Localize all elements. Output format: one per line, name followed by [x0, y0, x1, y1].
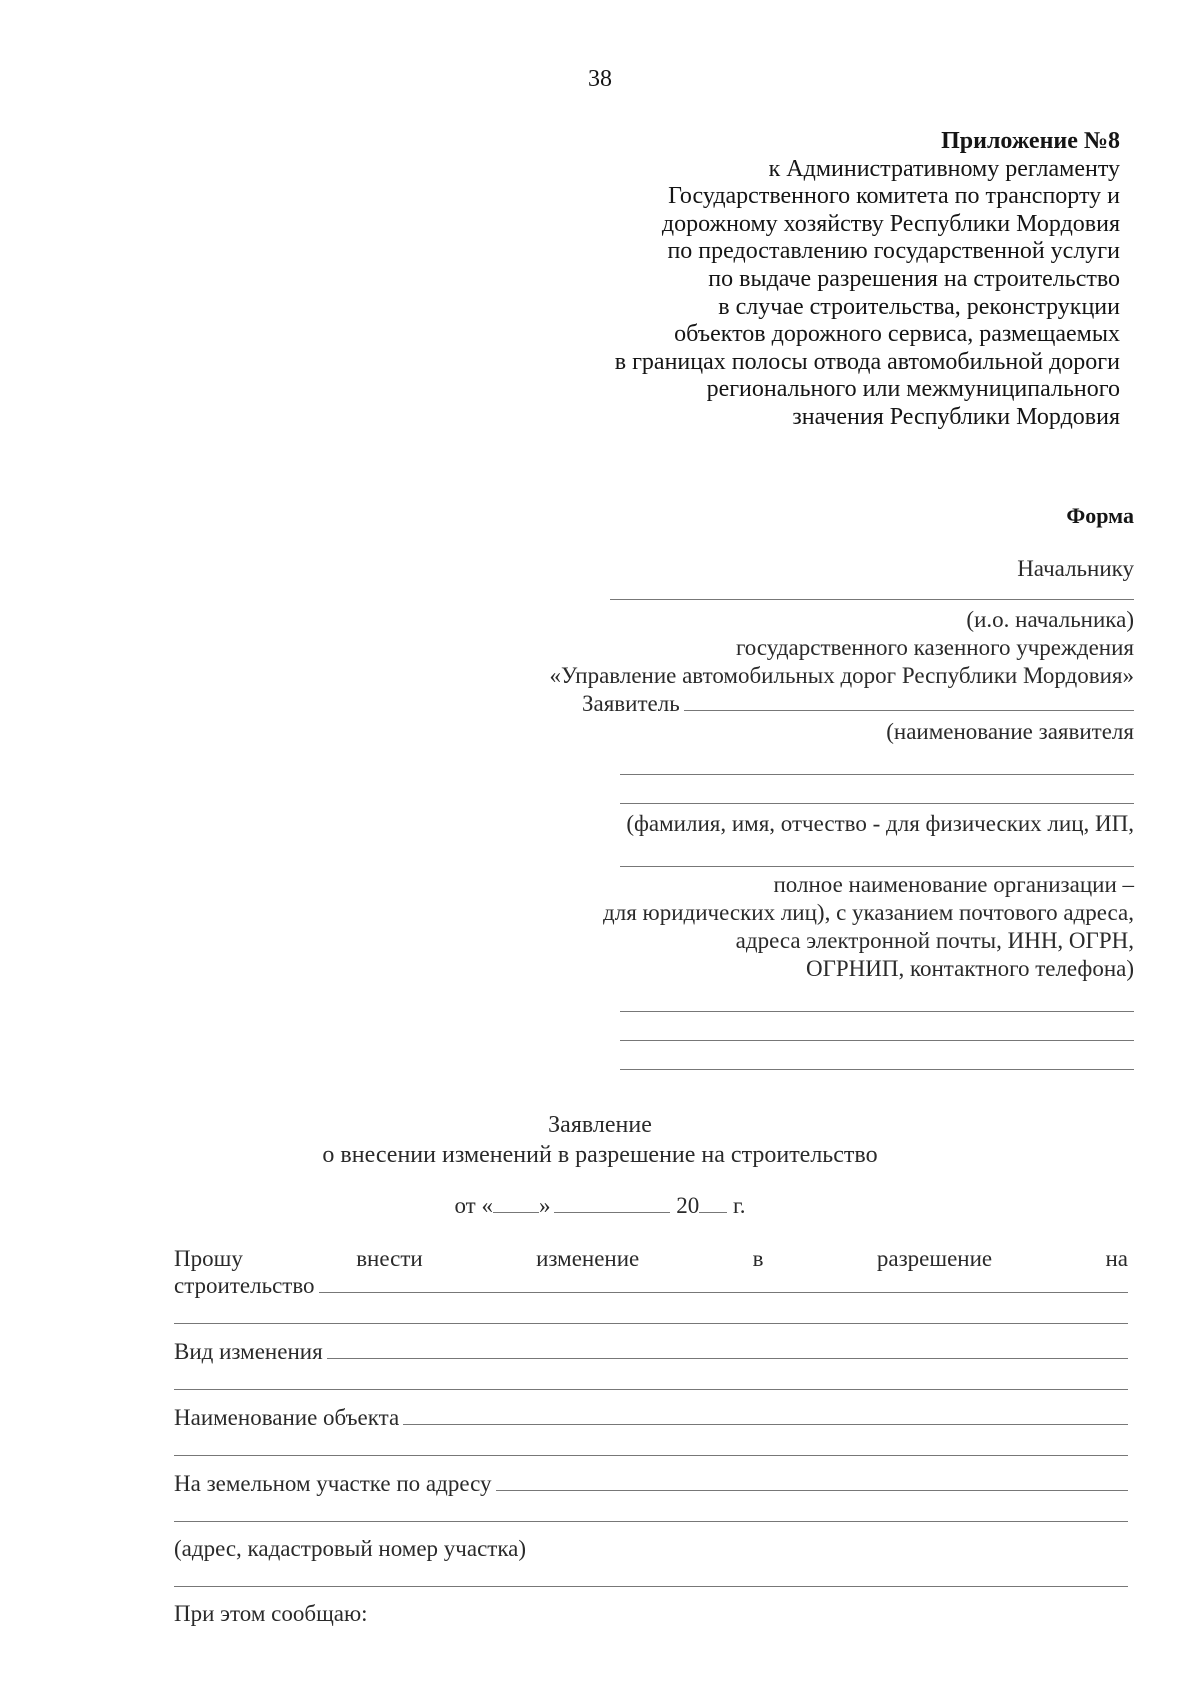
address-caption: (адрес, кадастровый номер участка): [174, 1536, 527, 1561]
blank-line[interactable]: [174, 1431, 1128, 1456]
request-word: разрешение: [876, 1246, 993, 1271]
org-caption-line: для юридических лиц), с указанием почтового адреса,: [603, 900, 1134, 925]
appendix-header: [500, 128, 1120, 432]
inform-label: При этом сообщаю:: [174, 1601, 368, 1626]
appendix-line: объектов дорожного сервиса, размещаемых: [674, 321, 1120, 348]
land-plot-row: [174, 1470, 1128, 1497]
date-year-prefix: 20: [676, 1193, 700, 1218]
appendix-line: в случае строительства, реконструкции: [718, 293, 1120, 320]
request-word: в: [752, 1246, 764, 1271]
statement-title: Заявление: [548, 1112, 652, 1138]
change-type-row: [174, 1338, 1128, 1365]
change-type-field[interactable]: [327, 1338, 1128, 1359]
org-caption-line: ОГРНИП, контактного телефона): [805, 956, 1134, 981]
date-day-field[interactable]: [493, 1194, 539, 1213]
blank-line[interactable]: [620, 1012, 1134, 1041]
date-from-label: от «: [454, 1193, 493, 1218]
request-word: внести: [356, 1246, 423, 1271]
appendix-line: к Административному регламенту: [768, 155, 1120, 182]
statement-date: [0, 1193, 1200, 1219]
request-line-2-text: строительство: [174, 1273, 315, 1298]
blank-line[interactable]: [174, 1299, 1128, 1324]
statement-body: [174, 1246, 1128, 1627]
applicant-caption: (наименование заявителя: [886, 719, 1134, 744]
statement-heading: [0, 1110, 1200, 1170]
blank-line[interactable]: [620, 746, 1134, 775]
appendix-line: Государственного комитета по транспорту и: [668, 183, 1120, 210]
page-number: 38: [588, 66, 612, 92]
addressee-block: [470, 555, 1134, 1070]
blank-line[interactable]: [174, 1562, 1128, 1587]
institution-line: «Управление автомобильных дорог Республики Мордовия»: [549, 663, 1134, 688]
appendix-line: регионального или межмуниципального: [706, 376, 1120, 403]
applicant-field[interactable]: [684, 690, 1134, 711]
object-name-field[interactable]: [403, 1404, 1128, 1425]
blank-line[interactable]: [174, 1365, 1128, 1390]
date-close-quote: »: [538, 1193, 551, 1218]
land-plot-field[interactable]: [496, 1470, 1128, 1491]
blank-line[interactable]: [620, 983, 1134, 1012]
date-month-field[interactable]: [554, 1194, 670, 1213]
date-suffix: г.: [732, 1193, 746, 1218]
form-label: Форма: [1066, 503, 1134, 528]
acting-caption: (и.о. начальника): [966, 607, 1134, 632]
request-word: на: [1105, 1246, 1128, 1271]
addressee-to: Начальнику: [1017, 556, 1134, 581]
blank-line[interactable]: [174, 1497, 1128, 1522]
request-line: [174, 1246, 1128, 1272]
org-caption-line: полное наименование организации –: [773, 872, 1134, 897]
object-name-row: [174, 1404, 1128, 1431]
appendix-line: по предоставлению государственной услуги: [667, 238, 1120, 265]
construction-permit-field[interactable]: [319, 1272, 1128, 1293]
request-line-2: [174, 1272, 1128, 1299]
institution-line: государственного казенного учреждения: [735, 635, 1134, 660]
blank-line[interactable]: [620, 1041, 1134, 1070]
appendix-line: значения Республики Мордовия: [792, 403, 1120, 430]
object-name-label: Наименование объекта: [174, 1405, 400, 1430]
appendix-line: дорожному хозяйству Республики Мордовия: [661, 210, 1120, 237]
request-word: изменение: [536, 1246, 640, 1271]
person-caption: (фамилия, имя, отчество - для физических лиц, ИП,: [626, 811, 1134, 836]
date-year-field[interactable]: [699, 1194, 727, 1213]
appendix-line: в границах полосы отвода автомобильной дороги: [614, 348, 1120, 375]
land-plot-label: На земельном участке по адресу: [174, 1471, 492, 1496]
statement-subtitle: о внесении изменений в разрешение на строительство: [322, 1142, 878, 1168]
applicant-row: [582, 690, 1134, 718]
blank-line[interactable]: [610, 583, 1134, 600]
appendix-line: по выдаче разрешения на строительство: [708, 265, 1120, 292]
blank-line[interactable]: [620, 775, 1134, 804]
applicant-label: Заявитель: [582, 691, 680, 716]
appendix-title: Приложение №8: [941, 128, 1120, 154]
change-type-label: Вид изменения: [174, 1339, 323, 1364]
request-word: Прошу: [174, 1246, 243, 1271]
org-caption-line: адреса электронной почты, ИНН, ОГРН,: [735, 928, 1134, 953]
blank-line[interactable]: [620, 838, 1134, 867]
